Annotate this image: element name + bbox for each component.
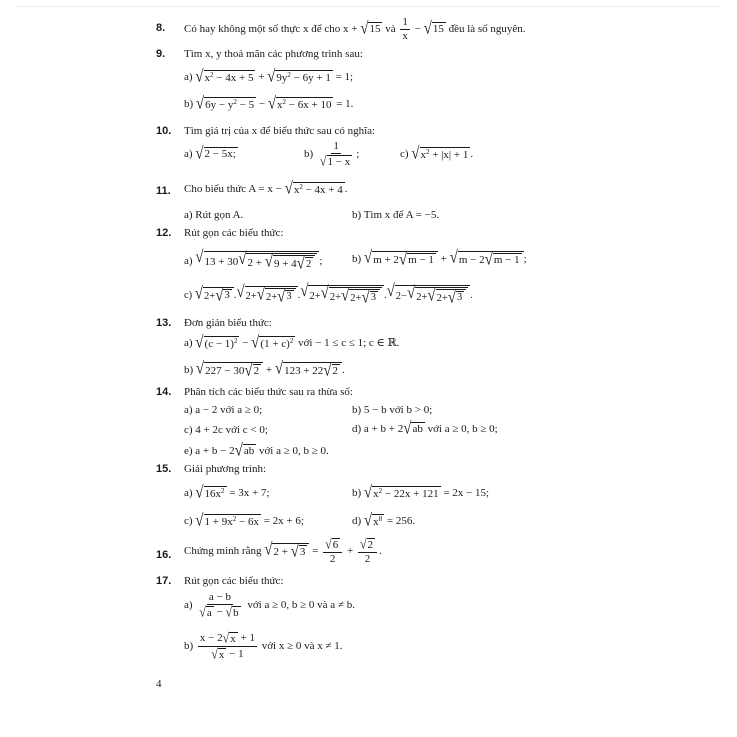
problem-17b: b) x − 2 √ x + 1 √ x − 1 với x ≥ 0 và x ≠ 1.	[184, 629, 343, 662]
problem-10c: c) √ $x^2 + |x| + 1$ .	[400, 144, 474, 164]
problem-14-title: Phân tích các biểu thức sau ra thừa số:	[184, 386, 353, 398]
problem-number: 12.	[156, 227, 172, 239]
problem-17a: a) a − b √ a − √ b với a ≥ 0, b ≥ 0 và a ≠ b.	[184, 591, 355, 620]
problem-8: Có hay không một số thực x để cho x + √ 15 và $\frac{1}{x}$ − √ 15 đều là số nguyên.	[184, 16, 526, 42]
problem-number: 14.	[156, 386, 172, 398]
problem-14e: e) a + b − 2 √ ab với a ≥ 0, b ≥ 0.	[184, 441, 329, 461]
problem-14b: b) 5 − b với b > 0;	[352, 404, 433, 416]
problem-10b: b) 1 √ 1 − x ;	[304, 140, 360, 169]
problem-number: 9.	[156, 48, 166, 60]
problem-10-title: Tìm giá trị của x để biểu thức sau có nghĩa:	[184, 125, 376, 137]
problem-number: 17.	[156, 575, 172, 587]
problem-number: 13.	[156, 317, 172, 329]
problem-10a: a) √ 2 − 5x;	[184, 144, 236, 164]
problem-number: 8.	[156, 22, 166, 34]
problem-14d: d) a + b + 2 √ ab với a ≥ 0, b ≥ 0;	[352, 419, 498, 439]
problem-14a: a) a − 2 với a ≥ 0;	[184, 404, 263, 416]
problem-15b: b) √ $x^2 - 22x + 121$ = 2x − 15;	[352, 483, 490, 503]
problem-15d: d) √ $x^8$ = 256.	[352, 511, 416, 531]
problem-11a: a) Rút gọn A.	[184, 209, 244, 221]
problem-number: 16.	[156, 549, 172, 561]
problem-number: 15.	[156, 463, 172, 475]
problem-15a: a) √ $16x^2$ = 3x + 7;	[184, 483, 270, 503]
problem-9-title: Tìm x, y thoả mãn các phương trình sau:	[184, 48, 363, 60]
problem-16: Chứng minh rằng √ 2 + √ 3 = √ 6 2 + √ 2 2 .	[184, 535, 382, 565]
problem-number: 11.	[156, 185, 171, 197]
problem-12-title: Rút gọn các biểu thức:	[184, 227, 284, 239]
problem-11b: b) Tìm x để A = −5.	[352, 209, 440, 221]
problem-12a: a) √ 13 + 30 √ 2 + √ 9 + 4 √ 2 ;	[184, 248, 323, 274]
problem-12c: c) √ 2+ √ 3 . √ 2+ √ 2+ √ 3 . √ 2+ √ 2+ √ 2+ √ 3 . √ 2− √ 2+ √ 2+ √ 3 .	[184, 282, 473, 308]
problem-11-title: Cho biểu thức A = x − √ $x^2 - 4x + 4$ .	[184, 179, 348, 199]
problem-15c: c) √ $1 + 9x^2 - 6x$ = 2x + 6;	[184, 511, 304, 531]
page-number: 4	[156, 678, 162, 690]
problem-number: 10.	[156, 125, 172, 137]
problem-14c: c) 4 + 2c với c < 0;	[184, 424, 268, 436]
problem-12b: b) √ m + 2 √ m − 1 + √ m − 2 √ m − 1 ;	[352, 248, 527, 270]
problem-17-title: Rút gọn các biểu thức:	[184, 575, 284, 587]
problem-9a: a) √ $x^2 - 4x + 5$ + √ $9y^2 - 6y + 1$ = 1;	[184, 67, 354, 87]
problem-15-title: Giải phương trình:	[184, 463, 267, 475]
problem-13a: a) √ $(c - 1)^2$ − √ $(1 + c)^2$ với − 1 ≤ c ≤ 1; c ∈ ℝ.	[184, 333, 400, 353]
problem-13-title: Đơn giản biểu thức:	[184, 317, 272, 329]
problem-13b: b) √ 227 − 30 √ 2 + √ 123 + 22 √ 2 .	[184, 359, 345, 381]
problem-9b: b) √ $6y - y^2 - 5$ − √ $x^2 - 6x + 10$ = 1.	[184, 94, 354, 114]
